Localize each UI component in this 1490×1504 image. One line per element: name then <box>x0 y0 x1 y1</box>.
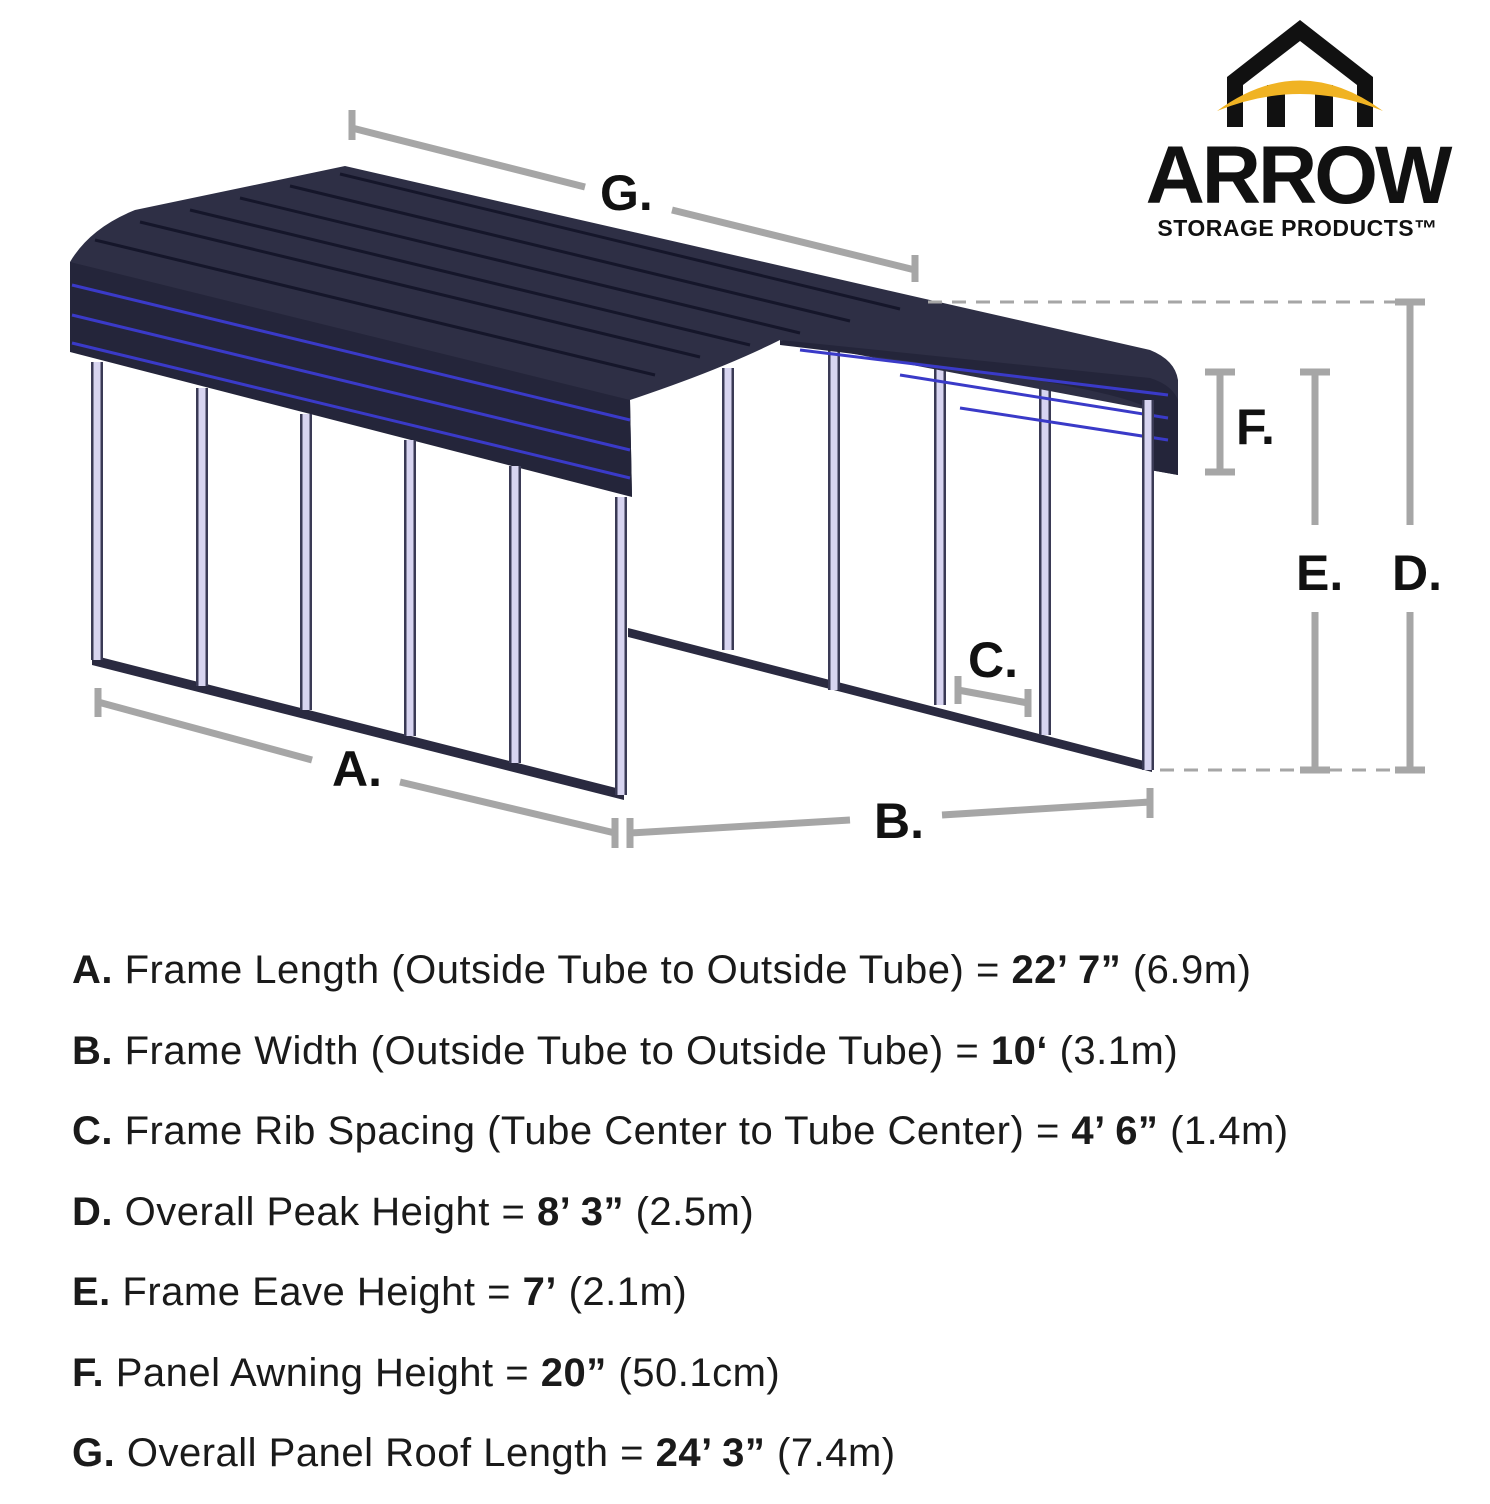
house-roof-icon <box>1215 15 1385 133</box>
brand-tagline: STORAGE PRODUCTS™ <box>1157 215 1438 241</box>
spec-row-e <box>72 1262 1472 1343</box>
spec-row-d <box>72 1182 1472 1263</box>
spec-text: Overall Peak Height = <box>124 1189 537 1234</box>
spec-letter: G. <box>72 1431 116 1475</box>
spec-text: Frame Length (Outside Tube to Outside Tube) = <box>124 948 1012 992</box>
dim-b-line-right <box>942 802 1150 815</box>
spec-value: 20” <box>540 1350 607 1395</box>
dim-label-f: F. <box>1236 399 1275 455</box>
spec-value: 7’ <box>522 1270 557 1314</box>
spec-text: Panel Awning Height = <box>115 1350 541 1395</box>
spec-value: 4’ 6” <box>1071 1109 1159 1153</box>
spec-letter: A. <box>72 948 113 992</box>
brand-name: ARROW <box>1145 130 1450 221</box>
spec-metric: (2.1m) <box>568 1270 688 1314</box>
spec-value: 10‘ <box>990 1028 1048 1073</box>
spec-text: Frame Eave Height = <box>122 1270 523 1314</box>
spec-text: Frame Width (Outside Tube to Outside Tube) = <box>124 1028 991 1073</box>
spec-metric: (6.9m) <box>1132 948 1252 992</box>
spec-row-b <box>72 1021 1472 1102</box>
spec-metric: (7.4m) <box>777 1431 896 1475</box>
spec-value: 8’ 3” <box>536 1189 624 1234</box>
dim-b-line-left <box>630 820 850 833</box>
dim-label-d: D. <box>1392 545 1442 601</box>
dim-label-c: C. <box>968 632 1018 688</box>
spec-list <box>72 940 1472 1504</box>
spec-metric: (2.5m) <box>635 1189 755 1234</box>
spec-letter: C. <box>72 1109 113 1153</box>
spec-row-f <box>72 1343 1472 1424</box>
spec-row-c <box>72 1101 1472 1182</box>
back-ground-rail <box>628 628 1152 772</box>
dim-label-b: B. <box>874 793 924 849</box>
spec-row-a <box>72 940 1472 1021</box>
dim-label-e: E. <box>1296 545 1344 601</box>
spec-row-g <box>72 1423 1472 1504</box>
spec-letter: E. <box>72 1270 111 1314</box>
spec-metric: (1.4m) <box>1170 1109 1289 1153</box>
dim-c-line <box>958 690 1028 703</box>
spec-metric: (3.1m) <box>1059 1028 1179 1073</box>
dim-a-line-right <box>400 782 615 833</box>
spec-letter: B. <box>72 1028 113 1073</box>
arrow-logo <box>1120 15 1475 245</box>
dim-label-g: G. <box>600 165 653 221</box>
spec-value: 22’ 7” <box>1011 948 1122 992</box>
spec-text: Frame Rib Spacing (Tube Center to Tube Center) = <box>124 1109 1072 1153</box>
spec-value: 24’ 3” <box>655 1431 766 1475</box>
dim-label-a: A. <box>332 741 382 797</box>
spec-letter: F. <box>72 1350 105 1395</box>
spec-metric: (50.1cm) <box>618 1350 781 1395</box>
spec-letter: D. <box>72 1189 113 1234</box>
spec-text: Overall Panel Roof Length = <box>126 1431 656 1475</box>
